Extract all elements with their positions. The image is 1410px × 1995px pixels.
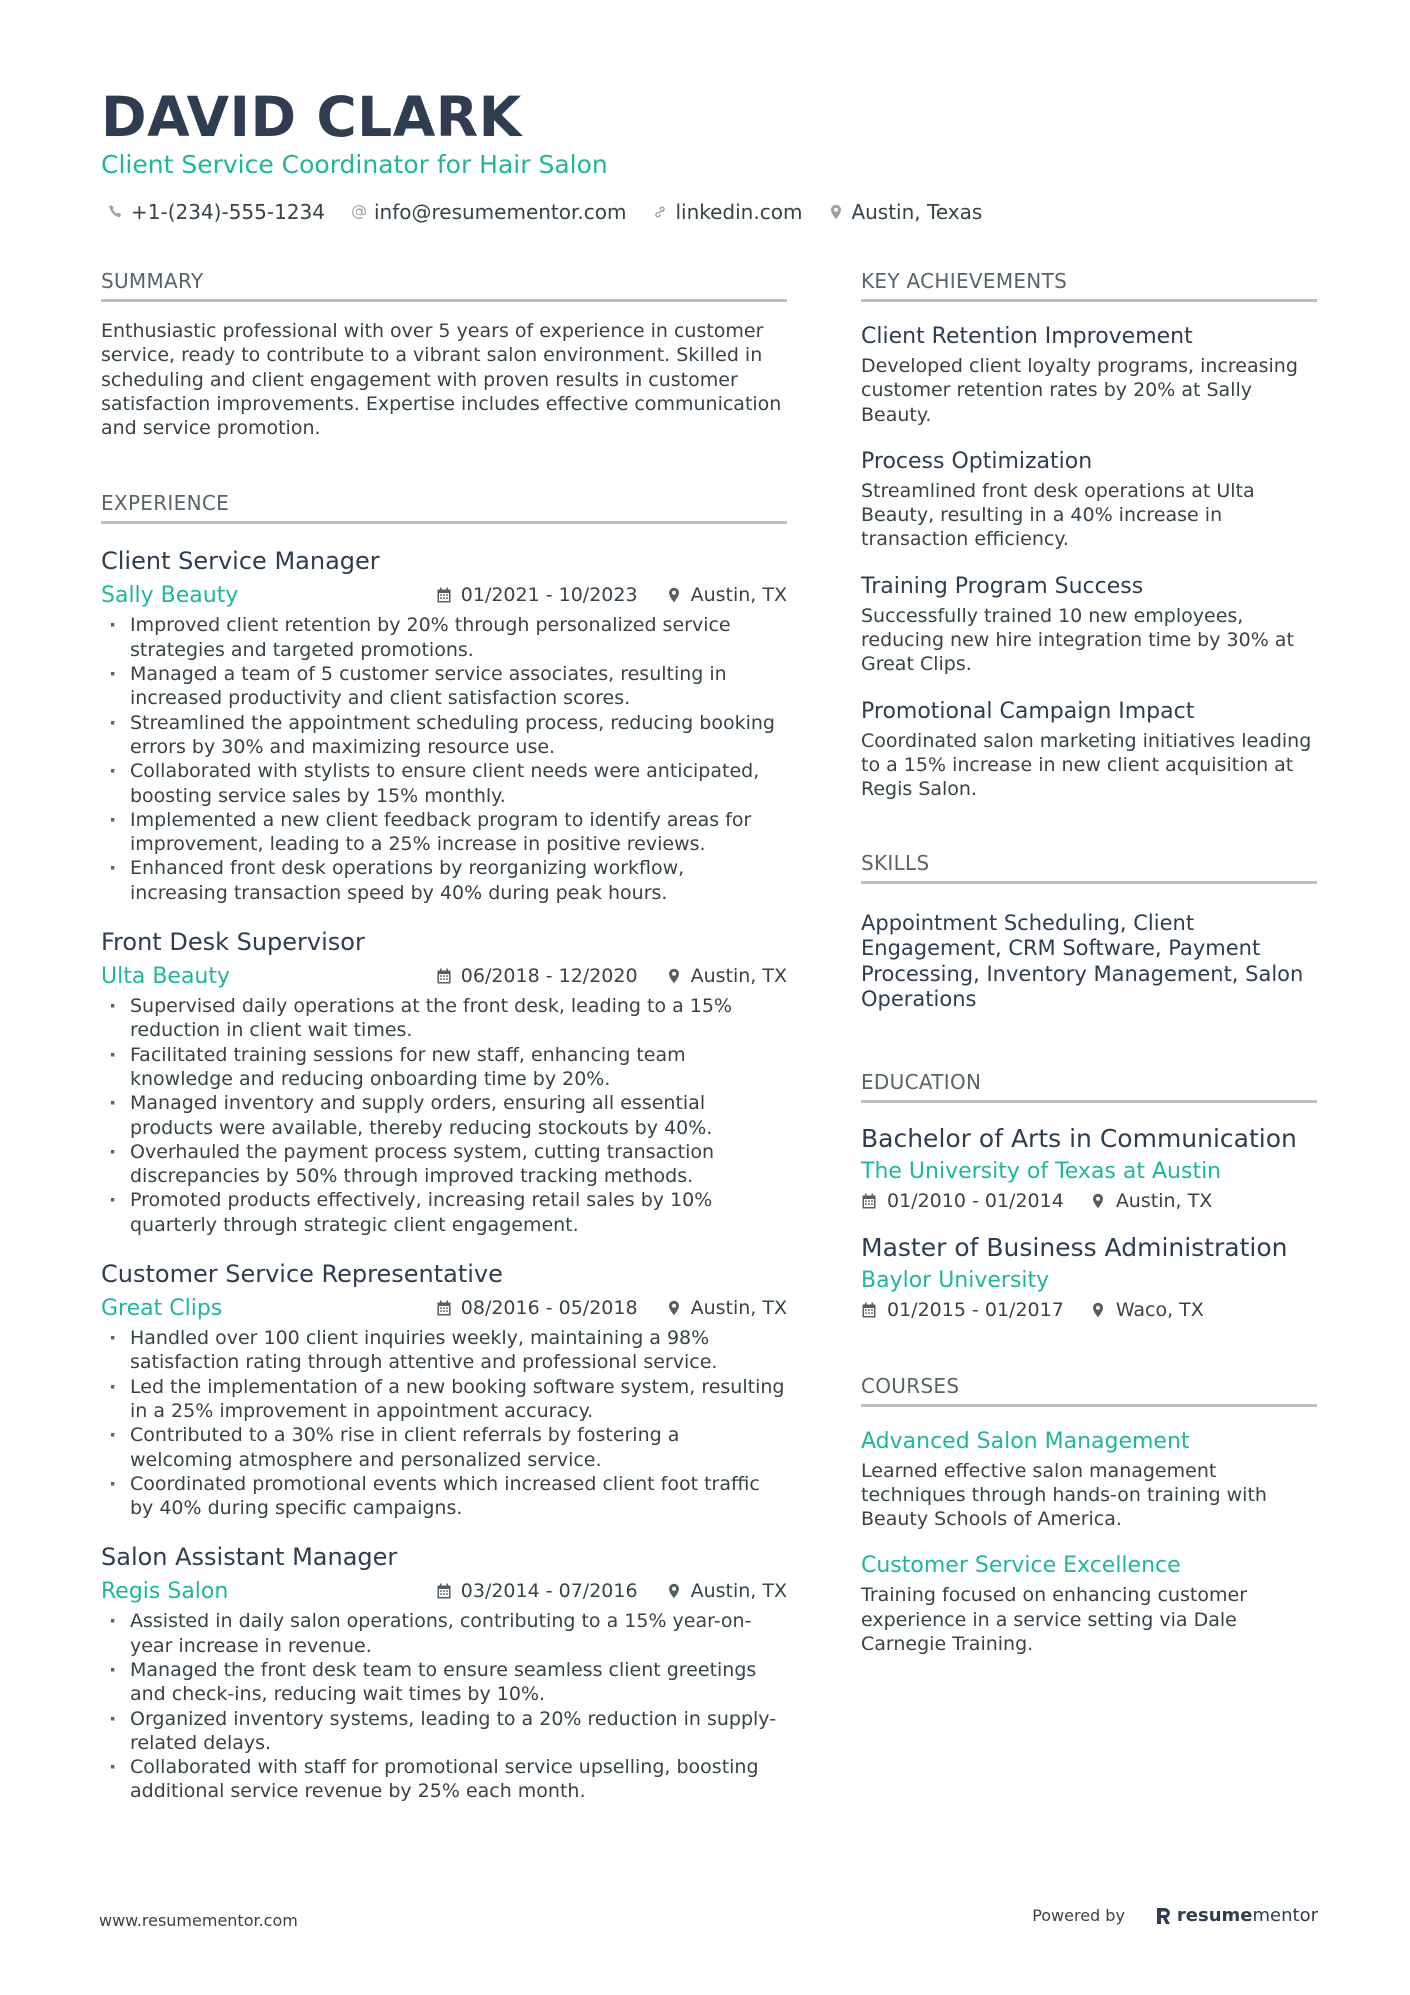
achievement-title: Promotional Campaign Impact [861, 698, 1195, 724]
location-pin-icon [1090, 1302, 1106, 1318]
footer-website[interactable]: www.resumementor.com [99, 1911, 298, 1930]
achievement-desc: Successfully trained 10 new employees, reducing new hire integration time by 30% at Great Clips. [861, 604, 1294, 676]
course-title: Advanced Salon Management [861, 1428, 1190, 1454]
education-dates [861, 1299, 1064, 1321]
brand-name-light: mentor [1252, 1905, 1318, 1926]
candidate-role: Client Service Coordinator for Hair Salon [101, 150, 608, 179]
job-bullet: · Streamlined the appointment scheduling process, reducing booking errors by 30% and maximizing resource use. [101, 711, 787, 760]
section-title-summary: SUMMARY [101, 268, 787, 302]
contact-phone [108, 198, 325, 226]
course-title: Customer Service Excellence [861, 1553, 1181, 1579]
courses-section [861, 1373, 1317, 1657]
job-location [666, 584, 787, 606]
education-location-text: Waco, TX [1115, 1298, 1204, 1321]
achievement-title: Process Optimization [861, 448, 1093, 474]
job-entry [101, 546, 787, 905]
achievement-title: Client Retention Improvement [861, 324, 1193, 349]
job-bullet: · Handled over 100 client inquiries weekly, maintaining a 98% satisfaction rating through attentive and professional service. [101, 1326, 787, 1375]
calendar-icon [861, 1193, 877, 1209]
right-column [861, 268, 1317, 1656]
education-dates [861, 1190, 1064, 1212]
job-dates-text: 03/2014 - 07/2016 [460, 1580, 638, 1603]
section-title-experience: EXPERIENCE [101, 490, 787, 524]
contact-email-text: info@resumementor.com [373, 200, 627, 224]
job-bullet: · Overhauled the payment process system, cutting transaction discrepancies by 50% through improved tracking methods. [101, 1140, 787, 1189]
left-column [101, 268, 787, 1804]
job-meta-right [436, 1297, 787, 1319]
location-pin-icon [666, 1583, 682, 1599]
job-title: Client Service Manager [101, 547, 380, 576]
job-company: Great Clips [101, 1295, 223, 1321]
course-desc: Training focused on enhancing customer experience in a service setting via Dale Carnegie Training. [861, 1584, 1248, 1656]
achievement-desc: Streamlined front desk operations at Ulta Beauty, resulting in a 40% increase in transaction efficiency. [861, 479, 1255, 551]
section-title-education: EDUCATION [861, 1069, 1317, 1103]
contact-linkedin-text: linkedin.com [675, 200, 803, 224]
at-icon [351, 204, 367, 220]
job-location-text: Austin, TX [690, 584, 787, 607]
contact-linkedin[interactable] [652, 198, 802, 226]
job-company: Ulta Beauty [101, 963, 231, 989]
job-bullet: · Implemented a new client feedback program to identify areas for improvement, leading to a 25% increase in positive reviews. [101, 808, 787, 857]
achievement-item [861, 572, 1317, 677]
powered-by-label: Powered by [1032, 1906, 1125, 1925]
link-icon [652, 204, 668, 220]
calendar-icon [436, 1583, 452, 1599]
location-pin-icon [666, 1300, 682, 1316]
job-meta [101, 961, 787, 991]
candidate-name: DAVID CLARK [101, 85, 522, 149]
job-meta-right [436, 584, 787, 606]
calendar-icon [436, 587, 452, 603]
job-bullets [101, 1326, 787, 1520]
education-location [1090, 1190, 1212, 1212]
contact-bar [108, 198, 1008, 226]
achievement-item [861, 447, 1317, 552]
job-dates-text: 08/2016 - 05/2018 [460, 1297, 638, 1320]
job-bullet: · Collaborated with stylists to ensure client needs were anticipated, boosting service sales by 15% monthly. [101, 759, 787, 808]
job-dates [436, 1297, 638, 1319]
job-meta [101, 1293, 787, 1323]
contact-phone-text: +1-(234)-555-1234 [131, 200, 325, 224]
location-pin-icon [1090, 1193, 1106, 1209]
contact-location-text: Austin, Texas [851, 200, 983, 224]
education-degree: Bachelor of Arts in Communication [861, 1123, 1297, 1153]
job-location-text: Austin, TX [690, 1580, 787, 1603]
job-dates [436, 584, 638, 606]
section-title-skills: SKILLS [861, 850, 1317, 884]
achievement-desc: Developed client loyalty programs, increasing customer retention rates by 20% at Sally Beauty. [861, 355, 1298, 426]
job-dates [436, 1580, 638, 1602]
summary-text: Enthusiastic professional with over 5 years of experience in customer service, ready to contribute to a vibrant salon environment. Skilled in scheduling and client engagement with proven results in customer satisfaction improvements. Expertise includes effective communication and service promotion. [101, 320, 782, 440]
experience-section [101, 490, 787, 1803]
job-bullets [101, 1609, 787, 1803]
job-bullet: · Supervised daily operations at the front desk, leading to a 15% reduction in client wait times. [101, 994, 787, 1043]
job-location [666, 1580, 787, 1602]
job-company: Regis Salon [101, 1578, 229, 1604]
job-bullet: · Led the implementation of a new booking software system, resulting in a 25% improvement in appointment accuracy. [101, 1375, 787, 1424]
job-bullets [101, 613, 787, 905]
job-bullet: · Promoted products effectively, increasing retail sales by 10% quarterly through strategic client engagement. [101, 1188, 787, 1237]
skills-text: Appointment Scheduling, Client Engagement, CRM Software, Payment Processing, Inventory Management, Salon Operations [861, 910, 1304, 1012]
course-desc: Learned effective salon management techniques through hands-on training with Beauty Schools of America. [861, 1459, 1267, 1531]
education-item [861, 1232, 1317, 1321]
contact-location [828, 198, 982, 226]
job-bullet: · Facilitated training sessions for new staff, enhancing team knowledge and reducing onboarding time by 20%. [101, 1043, 787, 1092]
job-entry [101, 927, 787, 1237]
education-degree: Master of Business Administration [861, 1232, 1288, 1262]
calendar-icon [436, 968, 452, 984]
education-location-text: Austin, TX [1115, 1189, 1213, 1212]
achievement-title: Training Program Success [861, 573, 1144, 599]
job-entry [101, 1259, 787, 1520]
education-school: The University of Texas at Austin [861, 1158, 1222, 1184]
section-title-achievements: KEY ACHIEVEMENTS [861, 268, 1317, 302]
job-bullet: · Managed the front desk team to ensure seamless client greetings and check-ins, reducing wait times by 10%. [101, 1658, 787, 1707]
job-location-text: Austin, TX [690, 1297, 787, 1320]
job-location [666, 965, 787, 987]
calendar-icon [861, 1302, 877, 1318]
job-dates [436, 965, 638, 987]
achievement-desc: Coordinated salon marketing initiatives leading to a 15% increase in new client acquisition at Regis Salon. [861, 729, 1312, 801]
job-company: Sally Beauty [101, 582, 239, 608]
job-bullet: · Managed inventory and supply orders, ensuring all essential products were available, thereby reducing stockouts by 40%. [101, 1091, 787, 1140]
location-pin-icon [828, 204, 844, 220]
education-dates-text: 01/2015 - 01/2017 [887, 1298, 1064, 1321]
education-school: Baylor University [861, 1267, 1050, 1293]
contact-email[interactable] [351, 198, 626, 226]
job-bullet: · Improved client retention by 20% through personalized service strategies and targeted promotions. [101, 613, 787, 662]
job-meta [101, 580, 787, 610]
achievement-item [861, 322, 1317, 427]
footer-branding [1032, 1905, 1318, 1926]
education-dates-text: 01/2010 - 01/2014 [887, 1189, 1064, 1212]
job-bullet: · Contributed to a 30% rise in client referrals by fostering a welcoming atmosphere and personalized service. [101, 1423, 787, 1472]
achievements-section [861, 268, 1317, 802]
job-bullet: · Coordinated promotional events which increased client foot traffic by 40% during specific campaigns. [101, 1472, 787, 1521]
phone-icon [108, 204, 124, 220]
brand-logo[interactable] [1155, 1905, 1318, 1926]
job-bullet: · Assisted in daily salon operations, contributing to a 15% year-on-year increase in revenue. [101, 1609, 787, 1658]
brand-name-bold: resume [1176, 1905, 1253, 1926]
calendar-icon [436, 1300, 452, 1316]
job-bullet: · Managed a team of 5 customer service associates, resulting in increased productivity and client satisfaction scores. [101, 662, 787, 711]
job-meta-right [436, 965, 787, 987]
skills-section [861, 850, 1317, 1013]
job-location-text: Austin, TX [690, 965, 787, 988]
education-meta [861, 1299, 1317, 1321]
location-pin-icon [666, 968, 682, 984]
education-location [1090, 1299, 1204, 1321]
achievement-item [861, 697, 1317, 802]
job-title: Front Desk Supervisor [101, 928, 365, 957]
job-dates-text: 01/2021 - 10/2023 [460, 584, 638, 607]
job-title: Customer Service Representative [101, 1260, 503, 1289]
section-title-courses: COURSES [861, 1373, 1317, 1407]
summary-section [101, 268, 787, 440]
job-entry [101, 1542, 787, 1803]
course-item [861, 1427, 1317, 1532]
job-dates-text: 06/2018 - 12/2020 [460, 965, 638, 988]
job-bullet: · Collaborated with staff for promotional service upselling, boosting additional service revenue by 25% each month. [101, 1755, 787, 1804]
job-location [666, 1297, 787, 1319]
education-item [861, 1123, 1317, 1212]
job-meta [101, 1576, 787, 1606]
job-title: Salon Assistant Manager [101, 1543, 398, 1572]
location-pin-icon [666, 587, 682, 603]
job-bullet: · Organized inventory systems, leading to a 20% reduction in supply-related delays. [101, 1707, 787, 1756]
course-item [861, 1551, 1317, 1656]
job-meta-right [436, 1580, 787, 1602]
education-section [861, 1069, 1317, 1321]
job-bullets [101, 994, 787, 1237]
education-meta [861, 1190, 1317, 1212]
job-bullet: · Enhanced front desk operations by reorganizing workflow, increasing transaction speed by 40% during peak hours. [101, 856, 787, 905]
resumementor-logo-icon [1155, 1906, 1172, 1926]
